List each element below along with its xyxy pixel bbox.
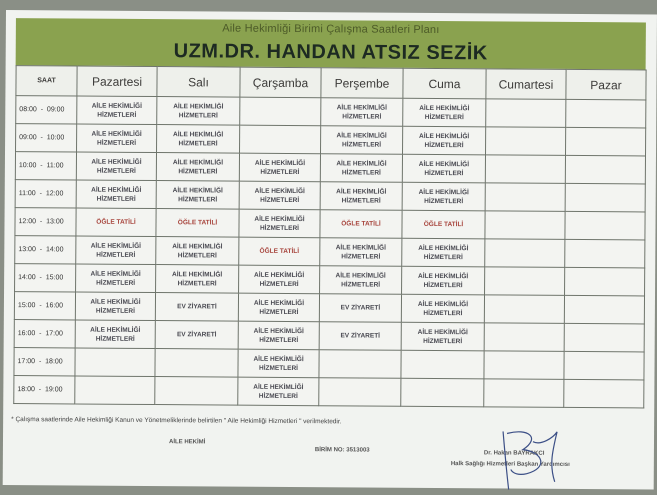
schedule-cell-text: AİLE HEKİMLİĞİ HİZMETLERİ: [253, 383, 304, 400]
schedule-cell: [320, 238, 402, 267]
schedule-cell: [401, 350, 484, 379]
schedule-cell: [485, 183, 565, 212]
schedule-cell: [565, 239, 645, 268]
schedule-cell: [320, 182, 402, 211]
schedule-cell: [77, 96, 157, 125]
schedule-cell-text: AİLE HEKİMLİĞİ HİZMETLERİ: [90, 298, 141, 315]
schedule-cell: [156, 181, 239, 210]
table-row: [15, 180, 645, 212]
schedule-cell-text: AİLE HEKİMLİĞİ HİZMETLERİ: [418, 188, 469, 205]
schedule-cell: [75, 348, 155, 377]
schedule-cell: [402, 182, 485, 211]
schedule-cell: [239, 265, 320, 294]
table-header-row: [16, 66, 646, 100]
handwritten-signature: [483, 423, 573, 494]
schedule-cell: [485, 267, 565, 296]
table-row: [15, 236, 645, 268]
schedule-cell: [156, 209, 239, 238]
table-row: [14, 320, 644, 352]
schedule-cell: [402, 238, 485, 267]
schedule-cell-text: AİLE HEKİMLİĞİ HİZMETLERİ: [418, 132, 470, 149]
schedule-cell: [566, 99, 646, 128]
schedule-cell-text: AİLE HEKİMLİĞİ HİZMETLERİ: [173, 102, 224, 119]
schedule-cell: [565, 183, 645, 212]
schedule-cell-text: AİLE HEKİMLİĞİ HİZMETLERİ: [419, 104, 470, 121]
time-slot-cell: 08:00 - 09:00: [16, 96, 77, 124]
schedule-cell: [565, 211, 645, 240]
schedule-cell-text: AİLE HEKİMLİĞİ HİZMETLERİ: [253, 299, 305, 316]
schedule-cell-text: AİLE HEKİMLİĞİ HİZMETLERİ: [172, 186, 223, 203]
schedule-cell-text: AİLE HEKİMLİĞİ HİZMETLERİ: [336, 187, 387, 205]
saat-header: SAAT: [16, 66, 77, 96]
schedule-cell: [320, 154, 402, 183]
schedule-cell: [239, 209, 320, 238]
schedule-cell: [75, 320, 155, 349]
schedule-cell-text: AİLE HEKİMLİĞİ HİZMETLERİ: [254, 159, 306, 176]
schedule-cell-text: ÖĞLE TATİLİ: [341, 220, 381, 228]
schedule-cell: [239, 153, 320, 182]
schedule-cell-text: EV ZİYARETİ: [340, 332, 381, 340]
day-header: Perşembe: [321, 68, 403, 99]
table-row: [15, 264, 645, 296]
schedule-cell: [564, 323, 644, 352]
schedule-cell-text: AİLE HEKİMLİĞİ HİZMETLERİ: [336, 103, 387, 121]
table-row: [16, 124, 646, 156]
footnote: * Çalışma saatlerinde Aile Hekimliği Kanun ve Yönetmeliklerinde belirtilen " Aile Hekimliği Hizmetleri " verilmektedir.: [11, 416, 342, 426]
signer-name: Dr. Hakan BAYRAKCI: [483, 450, 545, 457]
schedule-cell: [320, 266, 402, 295]
doctor-name-title: UZM.DR. HANDAN ATSIZ SEZİK: [173, 40, 488, 65]
schedule-cell: [486, 127, 566, 156]
schedule-cell: [484, 323, 564, 352]
schedule-cell-text: AİLE HEKİMLİĞİ HİZMETLERİ: [172, 270, 223, 287]
time-slot-cell: 16:00 - 17:00: [14, 320, 75, 348]
schedule-cell-text: EV ZİYARETİ: [177, 303, 217, 311]
schedule-cell: [319, 294, 401, 323]
schedule-cell: [157, 97, 240, 126]
schedule-cell: [155, 321, 238, 350]
schedule-cell: [565, 155, 645, 184]
schedule-cell-text: AİLE HEKİMLİĞİ HİZMETLERİ: [172, 242, 223, 259]
schedule-cell-text: AİLE HEKİMLİĞİ HİZMETLERİ: [335, 243, 386, 261]
schedule-cell: [76, 264, 156, 293]
schedule-cell-text: AİLE HEKİMLİĞİ HİZMETLERİ: [254, 271, 305, 288]
schedule-cell: [239, 181, 320, 210]
time-slot-cell: 18:00 - 19:00: [14, 376, 75, 404]
schedule-cell: [238, 377, 319, 406]
schedule-header: [16, 18, 646, 69]
schedule-body: [14, 96, 646, 408]
time-slot-cell: 11:00 - 12:00: [15, 180, 76, 208]
schedule-cell: [238, 321, 319, 350]
schedule-cell: [76, 180, 156, 209]
day-header: Cumartesi: [486, 69, 566, 100]
schedule-cell: [240, 125, 321, 154]
schedule-cell: [401, 378, 484, 407]
time-slot-cell: 17:00 - 18:00: [14, 348, 75, 376]
schedule-cell: [484, 379, 564, 408]
schedule-cell-text: AİLE HEKİMLİĞİ HİZMETLERİ: [91, 186, 142, 203]
schedule-cell: [75, 376, 155, 405]
schedule-cell-text: AİLE HEKİMLİĞİ HİZMETLERİ: [90, 242, 141, 259]
table-row: [14, 376, 644, 408]
table-row: [15, 152, 645, 184]
schedule-cell: [238, 349, 319, 378]
schedule-cell: [403, 98, 486, 127]
schedule-cell-text: AİLE HEKİMLİĞİ HİZMETLERİ: [173, 130, 224, 147]
schedule-cell-text: AİLE HEKİMLİĞİ HİZMETLERİ: [90, 270, 141, 287]
schedule-cell-text: AİLE HEKİMLİĞİ HİZMETLERİ: [172, 158, 224, 175]
schedule-cell: [565, 267, 645, 296]
schedule-cell: [565, 127, 645, 156]
table-row: [14, 348, 644, 380]
time-slot-cell: 09:00 - 10:00: [16, 124, 77, 152]
schedule-cell-text: EV ZİYARETİ: [340, 304, 381, 312]
schedule-cell: [156, 265, 239, 294]
table-row: [14, 292, 644, 324]
schedule-cell-text: AİLE HEKİMLİĞİ HİZMETLERİ: [335, 271, 386, 289]
schedule-cell: [564, 295, 644, 324]
schedule-cell: [240, 97, 321, 126]
day-header: Pazar: [566, 69, 646, 100]
schedule-cell: [77, 124, 157, 153]
day-header: Cuma: [403, 68, 486, 99]
schedule-cell: [156, 153, 239, 182]
schedule-cell: [564, 351, 644, 380]
schedule-cell: [321, 126, 403, 155]
schedule-cell: [320, 210, 402, 239]
schedule-cell: [238, 293, 319, 322]
schedule-cell-text: ÖĞLE TATİLİ: [423, 220, 464, 229]
schedule-cell-text: AİLE HEKİMLİĞİ HİZMETLERİ: [418, 272, 469, 289]
schedule-supertitle: Aile Hekimliği Birimi Çalışma Saatleri Planı: [222, 22, 440, 37]
time-slot-cell: 12:00 - 13:00: [15, 208, 76, 236]
schedule-cell-text: AİLE HEKİMLİĞİ HİZMETLERİ: [418, 160, 470, 177]
schedule-cell: [485, 211, 565, 240]
schedule-table: [13, 65, 646, 408]
schedule-cell-text: AİLE HEKİMLİĞİ HİZMETLERİ: [417, 300, 469, 317]
schedule-cell: [403, 126, 486, 155]
schedule-cell: [486, 99, 566, 128]
schedule-cell: [76, 152, 156, 181]
schedule-cell-text: AİLE HEKİMLİĞİ HİZMETLERİ: [254, 215, 305, 232]
schedule-cell: [319, 350, 401, 379]
table-row: [15, 208, 645, 240]
schedule-cell-text: AİLE HEKİMLİĞİ HİZMETLERİ: [336, 159, 387, 177]
schedule-cell: [321, 98, 403, 127]
schedule-cell: [156, 237, 239, 266]
schedule-cell-text: ÖĞLE TATİLİ: [96, 218, 136, 226]
signer-title: Halk Sağlığı Hizmetleri Başkan Yardımcısı: [450, 461, 570, 468]
unit-number: BİRİM NO: 3513003: [314, 447, 370, 454]
schedule-cell-text: AİLE HEKİMLİĞİ HİZMETLERİ: [253, 355, 304, 372]
schedule-cell: [485, 155, 565, 184]
schedule-cell: [155, 377, 238, 406]
schedule-cell-text: AİLE HEKİMLİĞİ HİZMETLERİ: [90, 326, 141, 343]
schedule-cell: [484, 351, 564, 380]
schedule-cell: [157, 125, 240, 154]
schedule-cell: [319, 378, 401, 407]
schedule-cell-text: ÖĞLE TATİLİ: [177, 219, 218, 227]
schedule-cell: [485, 239, 565, 268]
family-doctor-label: AİLE HEKİMİ: [168, 439, 206, 446]
time-slot-cell: 10:00 - 11:00: [15, 152, 76, 180]
time-slot-cell: 14:00 - 15:00: [15, 264, 76, 292]
schedule-cell-text: AİLE HEKİMLİĞİ HİZMETLERİ: [418, 244, 469, 261]
schedule-cell-text: AİLE HEKİMLİĞİ HİZMETLERİ: [417, 328, 468, 345]
schedule-cell-text: AİLE HEKİMLİĞİ HİZMETLERİ: [91, 130, 142, 147]
schedule-cell: [564, 379, 644, 408]
schedule-cell: [76, 208, 156, 237]
schedule-cell: [155, 293, 238, 322]
schedule-cell: [401, 294, 484, 323]
time-slot-cell: 13:00 - 14:00: [15, 236, 76, 264]
schedule-cell-text: AİLE HEKİMLİĞİ HİZMETLERİ: [253, 327, 304, 344]
table-row: [16, 96, 646, 128]
schedule-cell: [484, 295, 564, 324]
schedule-cell-text: AİLE HEKİMLİĞİ HİZMETLERİ: [91, 102, 142, 119]
schedule-cell: [155, 349, 238, 378]
day-header: Çarşamba: [240, 67, 321, 98]
schedule-cell: [402, 154, 485, 183]
schedule-sheet: [3, 10, 657, 490]
schedule-cell: [239, 237, 320, 266]
schedule-cell: [402, 210, 485, 239]
schedule-cell-text: ÖĞLE TATİLİ: [259, 247, 300, 256]
schedule-cell: [401, 322, 484, 351]
schedule-cell: [76, 236, 156, 265]
schedule-cell-text: AİLE HEKİMLİĞİ HİZMETLERİ: [254, 187, 305, 204]
schedule-cell-text: AİLE HEKİMLİĞİ HİZMETLERİ: [336, 131, 387, 149]
schedule-cell: [75, 292, 155, 321]
time-slot-cell: 15:00 - 16:00: [14, 292, 75, 320]
schedule-cell-text: AİLE HEKİMLİĞİ HİZMETLERİ: [91, 158, 142, 175]
schedule-cell-text: EV ZİYARETİ: [176, 331, 217, 339]
day-header: Salı: [157, 67, 240, 98]
schedule-cell: [319, 322, 401, 351]
day-header: Pazartesi: [77, 66, 157, 97]
schedule-cell: [402, 266, 485, 295]
